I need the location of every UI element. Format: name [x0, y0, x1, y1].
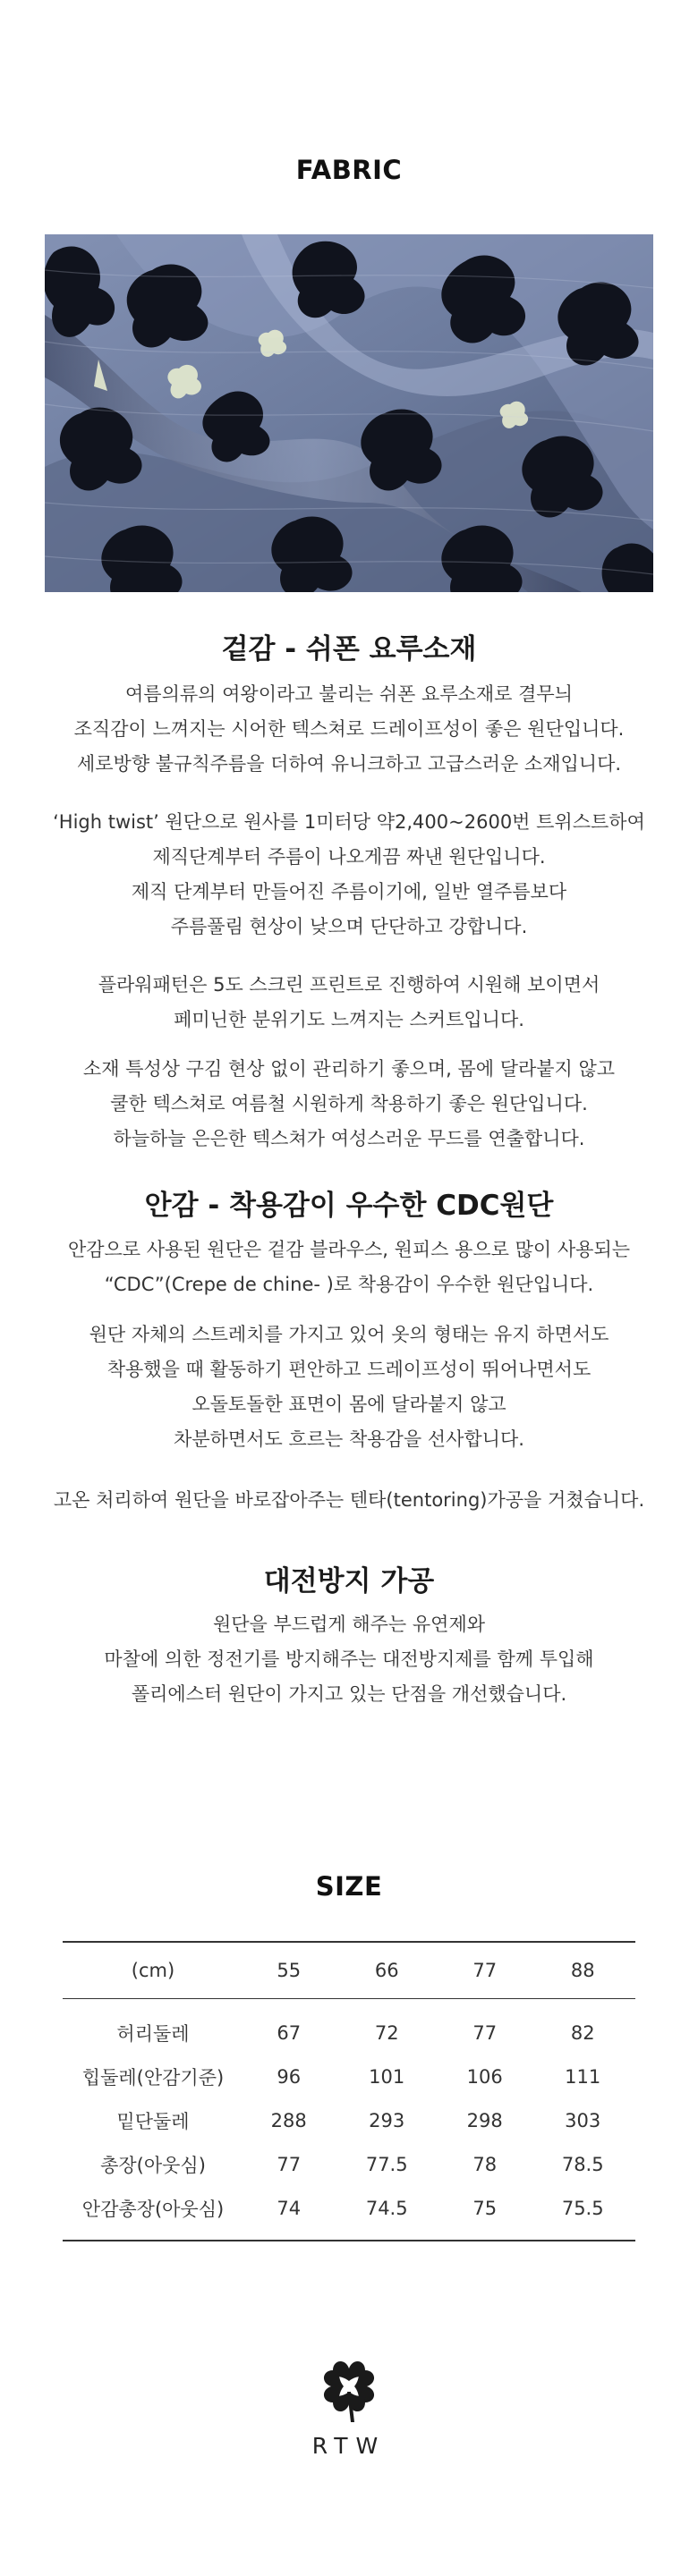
measure-label: 밑단둘레 — [116, 2110, 190, 2132]
text-line: 주름풀림 현상이 낮으며 단단하고 강합니다. — [170, 916, 528, 937]
table-cell: 77 — [277, 2153, 302, 2175]
text-line: 오돌토돌한 표면이 몸에 달라붙지 않고 — [192, 1394, 506, 1415]
table-cell: 78.5 — [561, 2153, 604, 2175]
antistatic-heading: 대전방지 가공 — [263, 1565, 435, 1597]
table-cell: 77.5 — [365, 2153, 408, 2175]
table-cell: 101 — [369, 2065, 405, 2088]
clover-icon — [313, 2352, 385, 2424]
lining-paragraph-2 — [27, 1318, 671, 1457]
brand-name: RTW — [311, 2433, 387, 2459]
measure-label: 허리둘레 — [116, 2022, 190, 2045]
text-line: 소재 특성상 구김 현상 없이 관리하기 좋으며, 몸에 달라붙지 않고 — [82, 1058, 616, 1080]
text-line: 폴리에스터 원단이 가지고 있는 단점을 개선했습니다. — [131, 1683, 567, 1705]
size-header-row — [63, 1942, 635, 1999]
outer-paragraph-3 — [27, 968, 671, 1038]
lining-heading: 안감 - 착용감이 우수한 CDC원단 — [144, 1190, 554, 1222]
table-cell: 298 — [466, 2109, 503, 2131]
table-cell: 75 — [439, 2186, 530, 2241]
fabric-photo — [45, 234, 653, 592]
text-line: 제직 단계부터 만들어진 주름이기에, 일반 열주름보다 — [131, 881, 567, 902]
text-line: 마찰에 의한 정전기를 방지해주는 대전방지제를 함께 투입해 — [104, 1648, 594, 1670]
table-row — [63, 2142, 635, 2186]
size-header: 88 — [530, 1942, 635, 1999]
unit-header: (cm) — [63, 1942, 243, 1999]
text-line: 제직단계부터 주름이 나오게끔 짜낸 원단입니다. — [152, 846, 546, 868]
size-header: 55 — [243, 1942, 334, 1999]
text-line: 여름의류의 여왕이라고 불리는 쉬폰 요루소재로 결무늬 — [125, 683, 573, 705]
table-cell: 293 — [369, 2109, 405, 2131]
outer-paragraph-4 — [27, 1052, 671, 1157]
table-row — [63, 2098, 635, 2142]
antistatic-paragraph — [27, 1607, 671, 1712]
lining-paragraph-1 — [27, 1233, 671, 1302]
text-line: 세로방향 불규칙주름을 더하여 유니크하고 고급스러운 소재입니다. — [76, 753, 622, 775]
table-cell: 67 — [277, 2021, 302, 2044]
measure-label: 안감총장(아웃심) — [63, 2186, 243, 2241]
table-cell: 77 — [472, 2021, 498, 2044]
outer-fabric-heading: 겉감 - 쉬폰 요루소재 — [221, 633, 477, 665]
text-line: ‘High twist’ 원단으로 원사를 1미터당 약2,400~2600번 트위스트하여 — [53, 811, 645, 833]
table-cell: 75.5 — [530, 2186, 635, 2241]
lining-paragraph-3 — [27, 1483, 671, 1518]
size-header: 66 — [334, 1942, 439, 1999]
table-cell: 74 — [243, 2186, 334, 2241]
text-line: 원단을 부드럽게 해주는 유연제와 — [212, 1614, 486, 1635]
outer-paragraph-1 — [27, 677, 671, 782]
table-cell: 96 — [277, 2065, 302, 2088]
measure-label: 총장(아웃심) — [100, 2154, 206, 2176]
table-cell: 72 — [374, 2021, 399, 2044]
text-line: 착용했을 때 활동하기 편안하고 드레이프성이 뛰어나면서도 — [106, 1359, 592, 1380]
table-cell: 106 — [466, 2065, 503, 2088]
text-line: 하늘하늘 은은한 텍스쳐가 여성스러운 무드를 연출합니다. — [113, 1128, 585, 1149]
table-cell: 303 — [565, 2109, 601, 2131]
table-cell: 74.5 — [334, 2186, 439, 2241]
outer-paragraph-2 — [27, 805, 671, 945]
text-line: “CDC”(Crepe de chine- )로 착용감이 우수한 원단입니다. — [104, 1274, 594, 1295]
text-line: 원단 자체의 스트레치를 가지고 있어 옷의 형태는 유지 하면서도 — [89, 1324, 609, 1345]
size-title: SIZE — [315, 1871, 383, 1902]
fabric-title: FABRIC — [295, 155, 403, 185]
size-header: 77 — [439, 1942, 530, 1999]
text-line: 조직감이 느껴지는 시어한 텍스쳐로 드레이프성이 좋은 원단입니다. — [73, 718, 625, 740]
text-line: 차분하면서도 흐르는 착용감을 선사합니다. — [174, 1428, 524, 1450]
text-line: 플라워패턴은 5도 스크린 프린트로 진행하여 시원해 보이면서 — [98, 974, 600, 996]
table-cell: 82 — [570, 2021, 595, 2044]
table-cell: 111 — [565, 2065, 601, 2088]
text-line: 안감으로 사용된 원단은 겉감 블라우스, 원피스 용으로 많이 사용되는 — [67, 1239, 631, 1260]
measure-label: 힙둘레(안감기준) — [81, 2066, 225, 2089]
text-line: 페미닌한 분위기도 느껴지는 스커트입니다. — [174, 1009, 524, 1030]
table-row — [63, 2055, 635, 2098]
table-row — [63, 2186, 635, 2241]
table-cell: 78 — [472, 2153, 498, 2175]
table-cell: 288 — [270, 2109, 307, 2131]
text-line: 고온 처리하여 원단을 바로잡아주는 텐타(tentoring)가공을 거쳤습니다. — [53, 1489, 645, 1511]
text-line: 쿨한 텍스쳐로 여름철 시원하게 착용하기 좋은 원단입니다. — [110, 1093, 588, 1114]
size-table — [63, 1941, 635, 2241]
table-row — [63, 1999, 635, 2055]
